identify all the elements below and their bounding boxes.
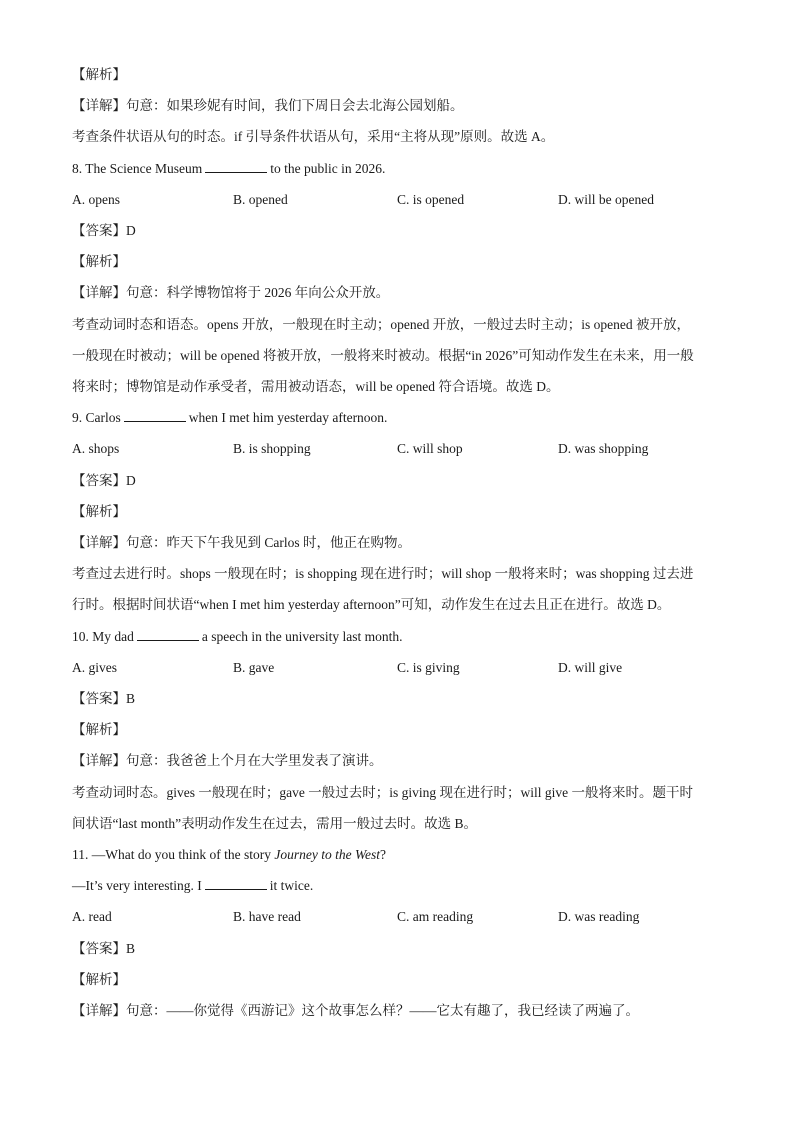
section-tag: 【答案】 xyxy=(72,691,126,707)
line-text: 间状语“last month”表明动作发生在过去，需用一般过去时。故选 B。 xyxy=(72,815,477,831)
section-tag: 【解析】 xyxy=(72,67,126,83)
option-c: C. will shop xyxy=(397,441,463,457)
option-a: A. gives xyxy=(72,659,117,675)
line-text: 考查过去进行时。shops 一般现在时；is shopping 现在进行时；will shop 一般将来时；was shopping 过去进 xyxy=(72,566,694,582)
question-text: 10. My dad xyxy=(72,628,134,644)
option-c: C. am reading xyxy=(397,909,474,925)
option-a: A. opens xyxy=(72,191,120,207)
section-tag: 【解析】 xyxy=(72,254,126,271)
option-b: B. gave xyxy=(233,659,275,675)
line-text: 将来时；博物馆是动作承受者，需用被动语态，will be opened 符合语境。故选 D。 xyxy=(72,379,560,394)
section-tag: 【解析】 xyxy=(72,971,126,988)
book-title: Journey to the West xyxy=(274,847,380,862)
explanation-line xyxy=(72,784,722,802)
section-tag: 【详解】 xyxy=(72,535,126,551)
option-d: D. was shopping xyxy=(558,441,649,457)
explanation-line xyxy=(72,347,722,365)
section-tag: 【详解】 xyxy=(72,753,126,770)
question-text: to the public in 2026. xyxy=(270,160,386,176)
question-stem xyxy=(72,628,722,646)
labeled-line xyxy=(72,284,722,302)
section-tag: 【答案】 xyxy=(72,940,126,957)
question-stem xyxy=(72,160,722,178)
section-tag: 【答案】 xyxy=(72,223,126,239)
labeled-line xyxy=(72,690,722,708)
line-text: 句意：我爸爸上个月在大学里发表了演讲。 xyxy=(126,753,383,769)
question-text: it twice. xyxy=(269,878,314,894)
explanation-line xyxy=(72,128,722,146)
answer-blank xyxy=(137,628,199,641)
option-d: D. will be opened xyxy=(558,191,654,207)
option-d: D. was reading xyxy=(558,909,640,925)
option-b: B. is shopping xyxy=(233,441,311,457)
option-c: C. is opened xyxy=(397,191,465,207)
question-text: a speech in the university last month. xyxy=(201,628,403,644)
question-text: —It’s very interesting. I xyxy=(72,878,202,894)
labeled-line xyxy=(72,66,722,84)
labeled-line xyxy=(72,721,722,739)
section-tag: 【详解】 xyxy=(72,285,126,302)
line-text: 考查动词时态和语态。opens 开放，一般现在时主动；opened 开放，一般过去时主动；is opened 被开放， xyxy=(72,316,690,332)
labeled-line xyxy=(72,940,722,958)
question-text: 9. Carlos xyxy=(72,410,121,426)
answer-blank xyxy=(124,409,186,422)
section-tag: 【答案】 xyxy=(72,472,126,489)
labeled-line xyxy=(72,97,722,115)
line-text: 句意：——你觉得《西游记》这个故事怎么样？——它太有趣了，我已经读了两遍了。 xyxy=(126,1003,639,1018)
option-b: B. have read xyxy=(233,909,301,925)
line-text: D xyxy=(126,472,136,488)
line-text: B xyxy=(126,940,136,956)
section-tag: 【解析】 xyxy=(72,722,126,739)
question-stem xyxy=(72,846,722,864)
line-text: 考查条件状语从句的时态。if 引导条件状语从句，采用“主将从现”原则。故选 A。 xyxy=(72,129,555,145)
explanation-line xyxy=(72,316,722,334)
labeled-line xyxy=(72,222,722,240)
labeled-line xyxy=(72,472,722,490)
option-b: B. opened xyxy=(233,191,288,207)
question-stem xyxy=(72,409,722,427)
line-text: 行时。根据时间状语“when I met him yesterday afternoon”可知，动作发生在过去且正在进行。故选 D。 xyxy=(72,597,671,613)
labeled-line xyxy=(72,253,722,271)
answer-blank xyxy=(205,160,267,173)
section-tag: 【解析】 xyxy=(72,503,126,520)
labeled-line xyxy=(72,971,722,989)
explanation-line xyxy=(72,378,722,396)
question-stem xyxy=(72,877,722,895)
line-text: 句意：昨天下午我见到 Carlos 时，他正在购物。 xyxy=(126,535,411,550)
explanation-line xyxy=(72,815,722,833)
answer-blank xyxy=(205,877,267,890)
labeled-line xyxy=(72,534,722,552)
option-a: A. read xyxy=(72,909,112,925)
explanation-line xyxy=(72,596,722,614)
explanation-line xyxy=(72,565,722,583)
question-text: 8. The Science Museum xyxy=(72,160,203,176)
line-text: B xyxy=(126,691,136,706)
question-text: 11. —What do you think of the story xyxy=(72,847,271,862)
section-tag: 【详解】 xyxy=(72,1003,126,1019)
option-d: D. will give xyxy=(558,659,623,675)
line-text: 句意：科学博物馆将于 2026 年向公众开放。 xyxy=(126,285,390,301)
option-a: A. shops xyxy=(72,441,120,457)
labeled-line xyxy=(72,503,722,521)
question-text: when I met him yesterday afternoon. xyxy=(188,410,388,426)
question-text: ? xyxy=(379,847,386,862)
line-text: 一般现在时被动；will be opened 将被开放，一般将来时被动。根据“in 2026”可知动作发生在未来，用一般 xyxy=(72,347,694,363)
line-text: 句意：如果珍妮有时间，我们下周日会去北海公园划船。 xyxy=(126,98,464,114)
line-text: D xyxy=(126,223,136,238)
option-c: C. is giving xyxy=(397,659,460,675)
line-text: 考查动词时态。gives 一般现在时；gave 一般过去时；is giving 现在进行时；will give 一般将来时。题干时 xyxy=(72,784,693,800)
section-tag: 【详解】 xyxy=(72,98,126,115)
labeled-line xyxy=(72,752,722,770)
labeled-line xyxy=(72,1002,722,1020)
